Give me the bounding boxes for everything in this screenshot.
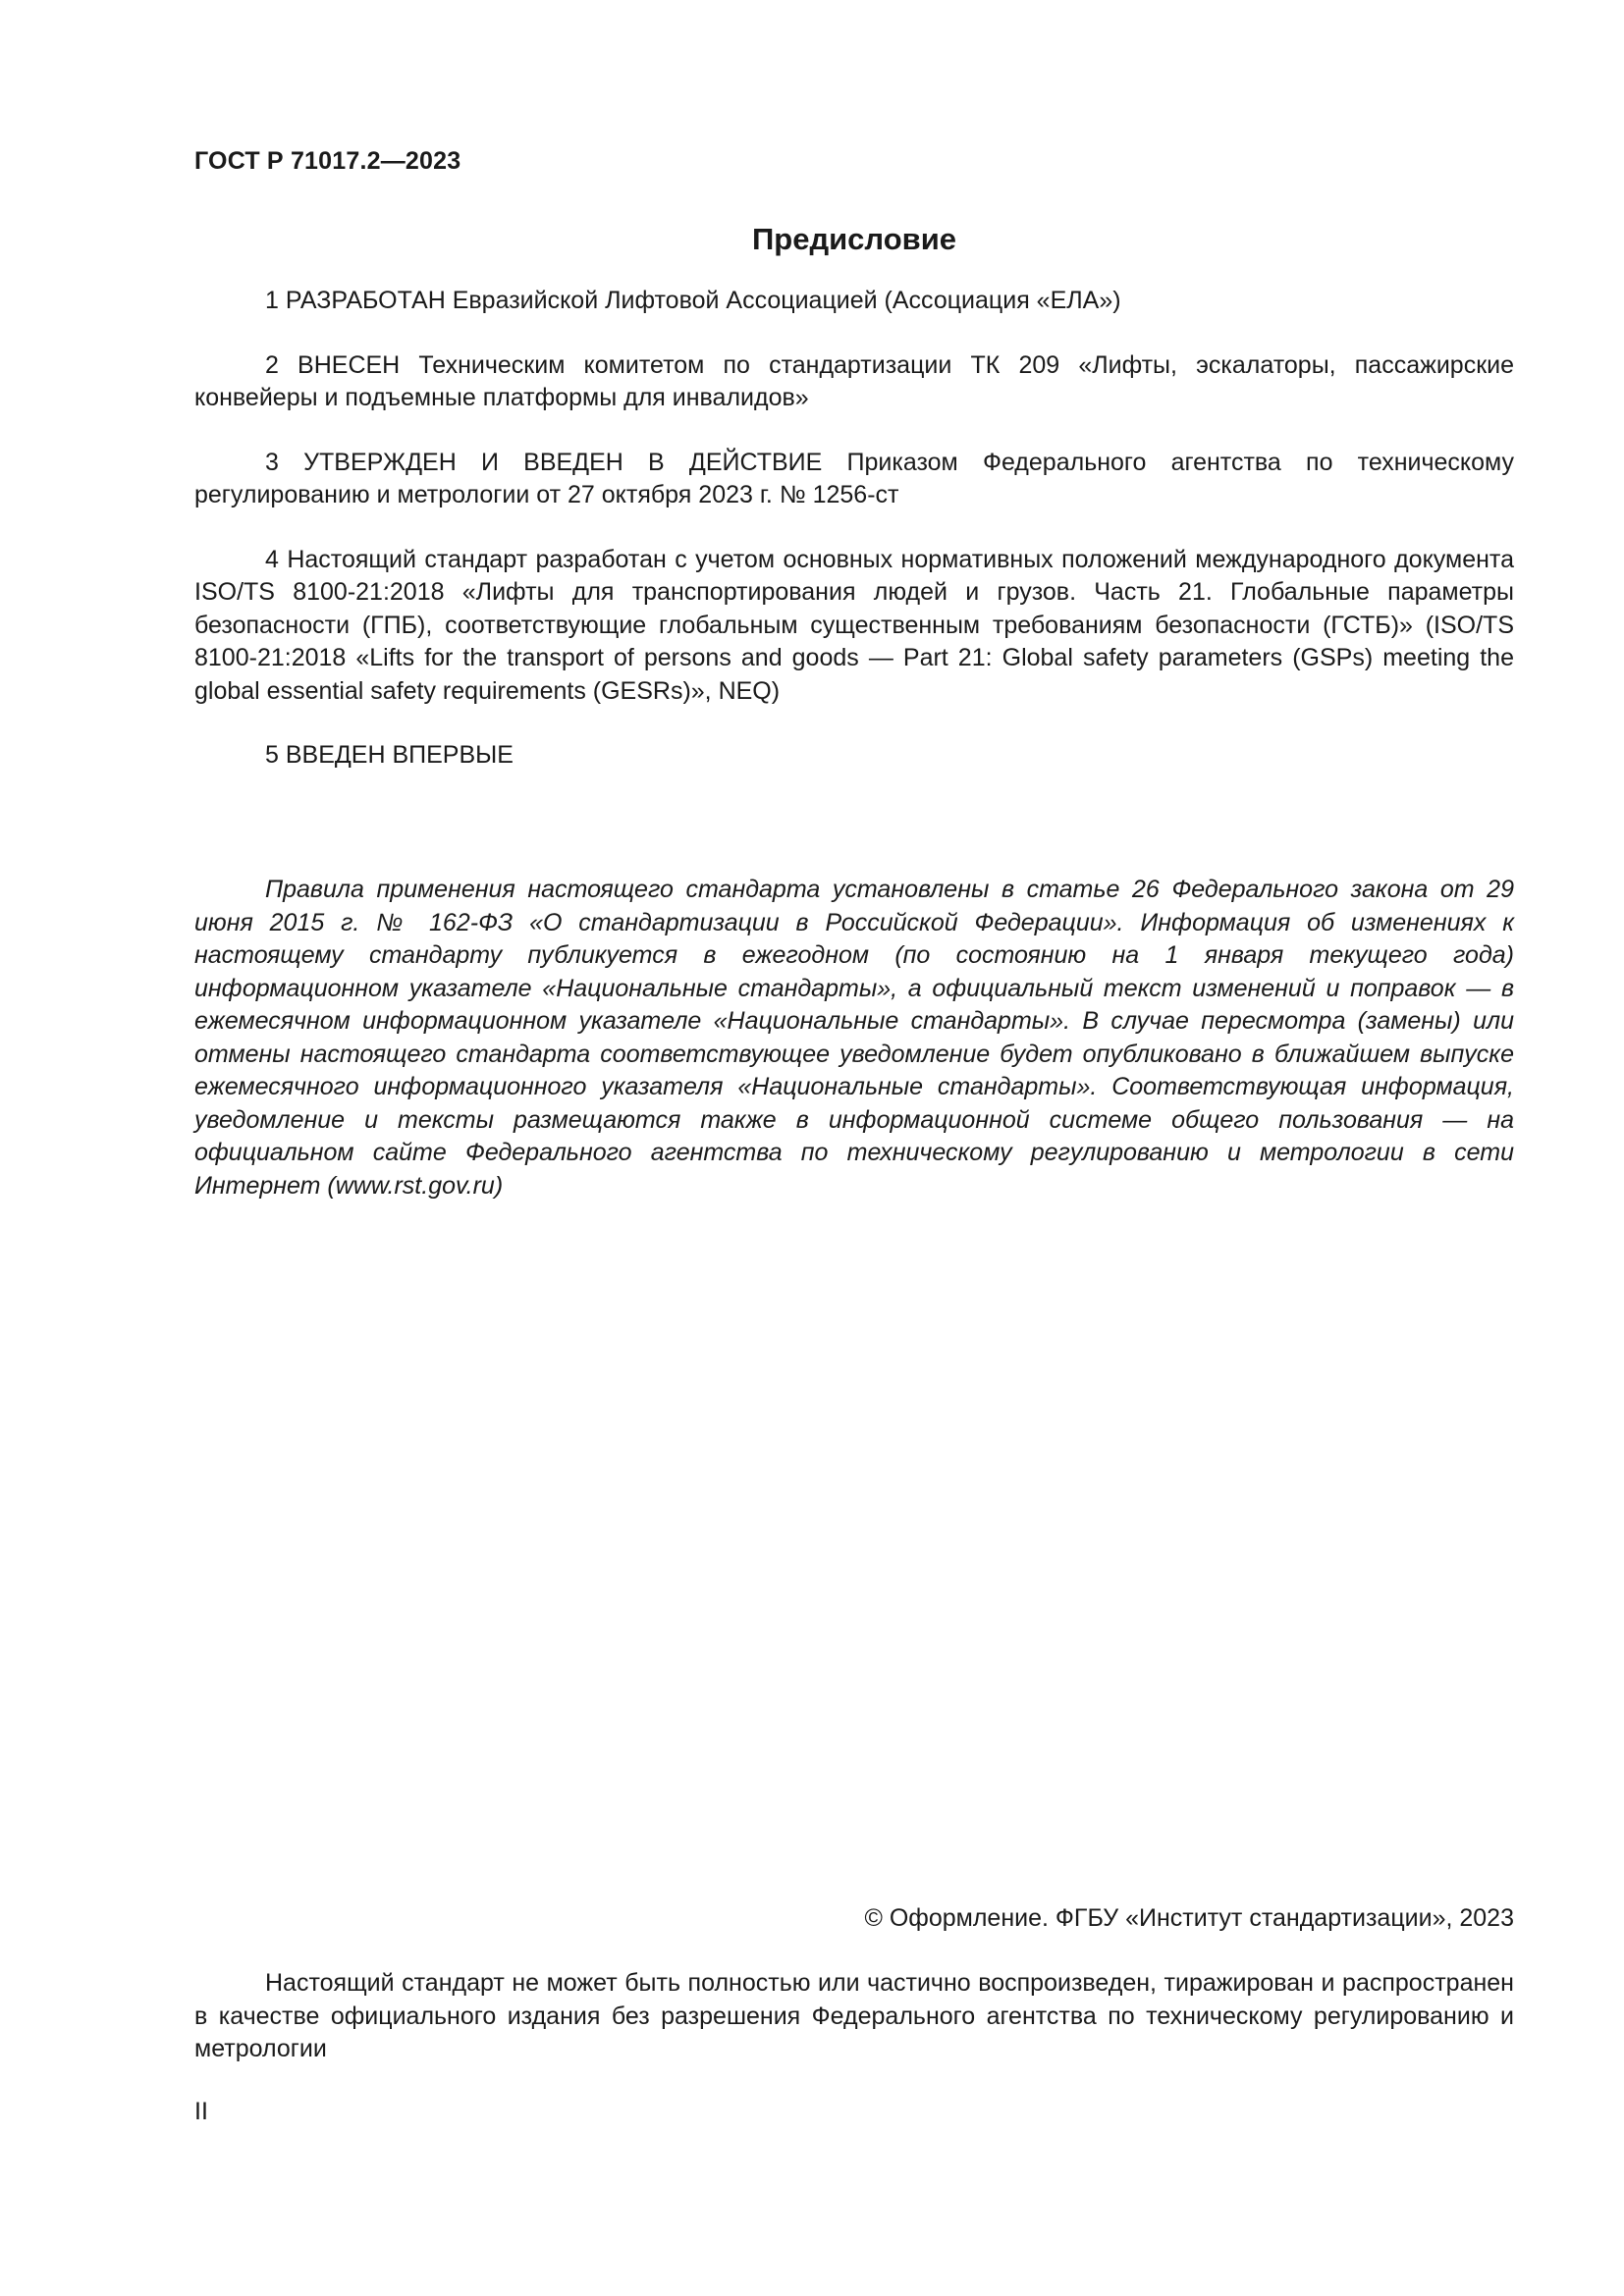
page-number: II (194, 2098, 208, 2125)
foreword-item-5: 5 ВВЕДЕН ВПЕРВЫЕ (265, 741, 514, 769)
foreword-items (194, 285, 1514, 804)
foreword-item-3: 3 УТВЕРЖДЕН И ВВЕДЕН В ДЕЙСТВИЕ Приказом Федерального агентства по техническому регулированию и метрологии от 27 октября 2023 г. № 1256-ст (194, 448, 1514, 508)
foreword-item-1: 1 РАЗРАБОТАН Евразийской Лифтовой Ассоциацией (Ассоциация «ЕЛА») (265, 287, 1121, 314)
foreword-item-4: 4 Настоящий стандарт разработан с учетом основных нормативных положений международного документа ISO/TS 8100-21:2018 «Лифты для транспортирования людей и грузов. Часть 21. Глобальные параметры безопасности (ГПБ), соответствующие глобальным существенным требованиям безопасности (ГСТБ)» (ISO/TS 8100-21:2018 «Lifts for the transport of persons and goods — Part 21: Global safety parameters (GSPs) meeting the global essential safety requirements (GESRs)», NEQ) (194, 545, 1514, 705)
application-rules-notice: Правила применения настоящего стандарта установлены в статье 26 Федерального закона от 29 июня 2015 г. № 162-ФЗ «О стандартизации в Российской Федерации». Информация об изменениях к настоящему стандарту публикуется в ежегодном (по состоянию на 1 января текущего года) информационном указателе «Национальные стандарты», а официальный текст изменений и поправок — в ежемесячном информационном указателе «Национальные стандарты». В случае пересмотра (замены) или отмены настоящего стандарта соответствующее уведомление будет опубликовано в ближайшем выпуске ежемесячного информационного указателя «Национальные стандарты». Соответствующая информация, уведомление и тексты размещаются также в информационной системе общего пользования — на официальном сайте Федерального агентства по техническому регулированию и метрологии в сети Интернет (www.rst.gov.ru) (194, 876, 1514, 1200)
reproduction-restriction: Настоящий стандарт не может быть полностью или частично воспроизведен, тиражирован и распространен в качестве официального издания без разрешения Федерального агентства по техническому регулированию и метрологии (194, 1969, 1514, 2062)
copyright-notice: © Оформление. ФГБУ «Институт стандартизации», 2023 (864, 1904, 1514, 1932)
section-title: Предисловие (751, 222, 956, 256)
document-code: ГОСТ Р 71017.2—2023 (194, 147, 461, 175)
foreword-item-2: 2 ВНЕСЕН Техническим комитетом по стандартизации ТК 209 «Лифты, эскалаторы, пассажирские конвейеры и подъемные платформы для инвалидов» (194, 350, 1514, 411)
